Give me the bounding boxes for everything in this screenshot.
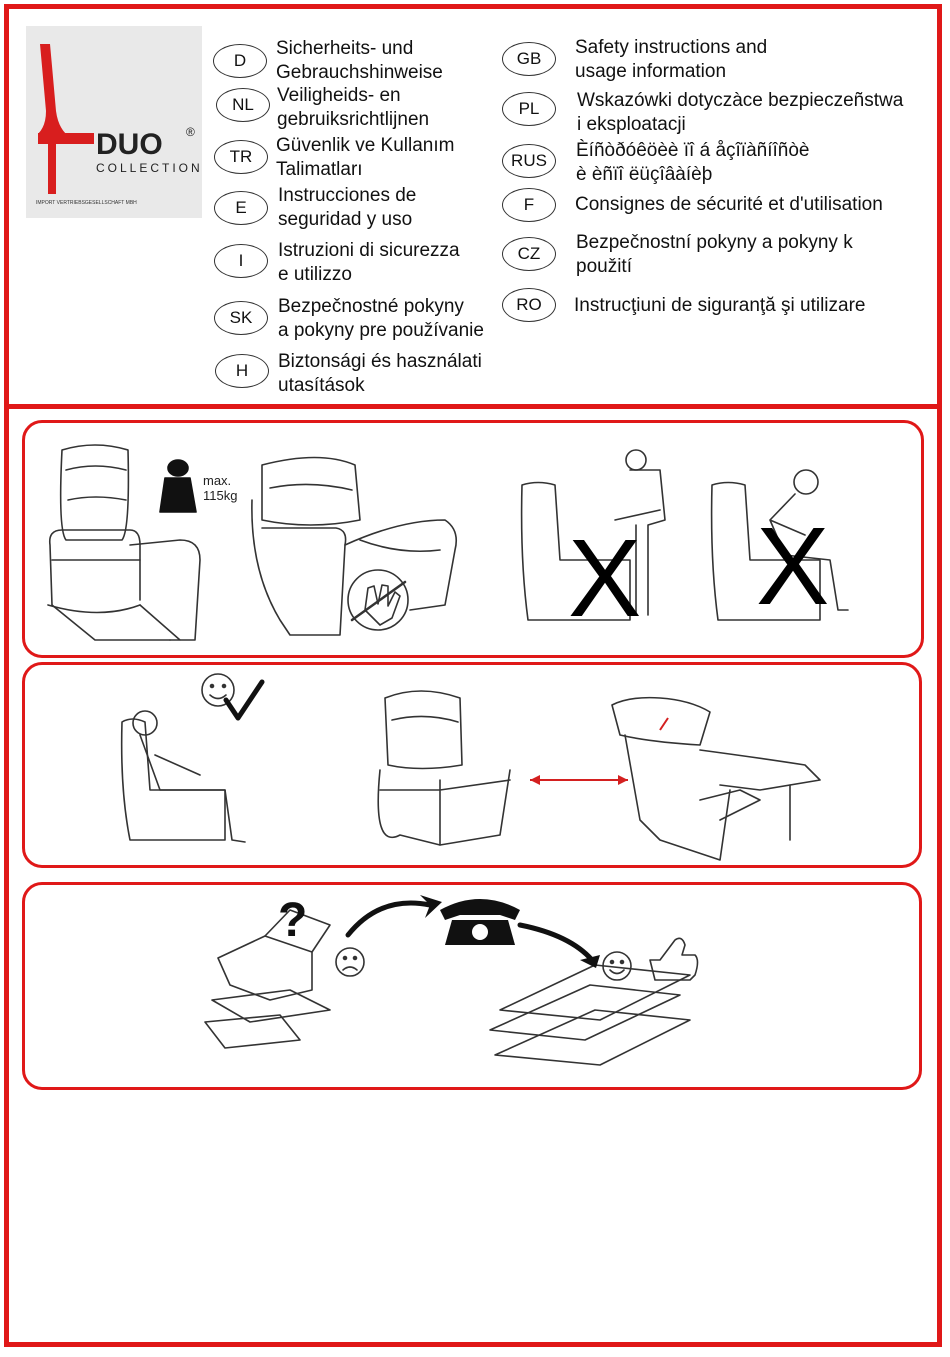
double-arrow-icon (530, 775, 628, 785)
weight-icon (160, 460, 196, 512)
lang-code-sk: SK (214, 301, 268, 335)
lang-code-i: I (214, 244, 268, 278)
lang-code-d: D (213, 44, 267, 78)
lang-code-tr: TR (214, 140, 268, 174)
lang-label-f: Consignes de sécurité et d'utilisation (575, 194, 883, 215)
telephone-icon (440, 899, 520, 945)
max-weight-label: max. (203, 473, 232, 488)
lang-code-cz: CZ (502, 237, 556, 271)
lang-label-tr: Güvenlik ve Kullanım Talimatları (276, 135, 455, 180)
sad-face-icon (336, 948, 364, 976)
logo-company: IMPORT VERTRIEBSGESELLSCHAFT MBH (36, 200, 137, 206)
lang-code-rus: RUS (502, 144, 556, 178)
lang-code-h: H (215, 354, 269, 388)
lang-label-pl: Wskazówki dotyczàce bezpieczeñstwa i eksploatacji (577, 90, 904, 135)
no-hands-icon (348, 570, 408, 630)
lang-label-e: Instrucciones de seguridad y uso (278, 185, 417, 230)
lang-label-nl: Veiligheids- en gebruiksrichtlijnen (277, 85, 430, 130)
lang-label-d: Sicherheits- und Gebrauchshinweise (276, 38, 443, 83)
logo-brand: DUO (96, 128, 163, 161)
curved-arrow-icon (520, 925, 592, 960)
lang-label-cz: Bezpečnostní pokyny a pokyny k použití (576, 232, 853, 277)
arrowhead-icon (420, 895, 442, 918)
lang-code-nl: NL (216, 88, 270, 122)
reclined-chair-icon (612, 698, 820, 860)
lang-code-pl: PL (502, 92, 556, 126)
forbidden-mark-armrest: X (756, 505, 830, 628)
lang-label-rus: Èíñòðóêöèè ïî á åçîïàñíîñòè è èñïî ëüçîâàíèþ (576, 140, 810, 185)
lang-label-sk: Bezpečnostné pokyny a pokyny pre používanie (278, 296, 484, 341)
max-weight-value: 115kg (203, 488, 238, 503)
correct-sitting-icon (122, 711, 245, 842)
lang-code-f: F (502, 188, 556, 222)
lang-code-e: E (214, 191, 268, 225)
upright-chair-icon (378, 691, 510, 845)
lang-label-h: Biztonsági és használati utasítások (278, 351, 482, 396)
damaged-box-icon (205, 910, 330, 1048)
logo-registered: ® (186, 125, 195, 139)
lang-label-ro: Instrucţiuni de siguranţă şi utilizare (574, 295, 866, 316)
forbidden-mark-standing: X (568, 517, 642, 640)
lang-label-i: Istruzioni di sicurezza e utilizzo (278, 240, 460, 285)
lang-label-gb: Safety instructions and usage information (575, 37, 768, 82)
logo-sub: COLLECTION (96, 161, 202, 175)
curved-arrow-icon (348, 903, 430, 935)
lang-code-gb: GB (502, 42, 556, 76)
lang-code-ro: RO (502, 288, 556, 322)
question-mark: ? (278, 894, 308, 947)
tilt-arrow-icon (660, 718, 668, 730)
